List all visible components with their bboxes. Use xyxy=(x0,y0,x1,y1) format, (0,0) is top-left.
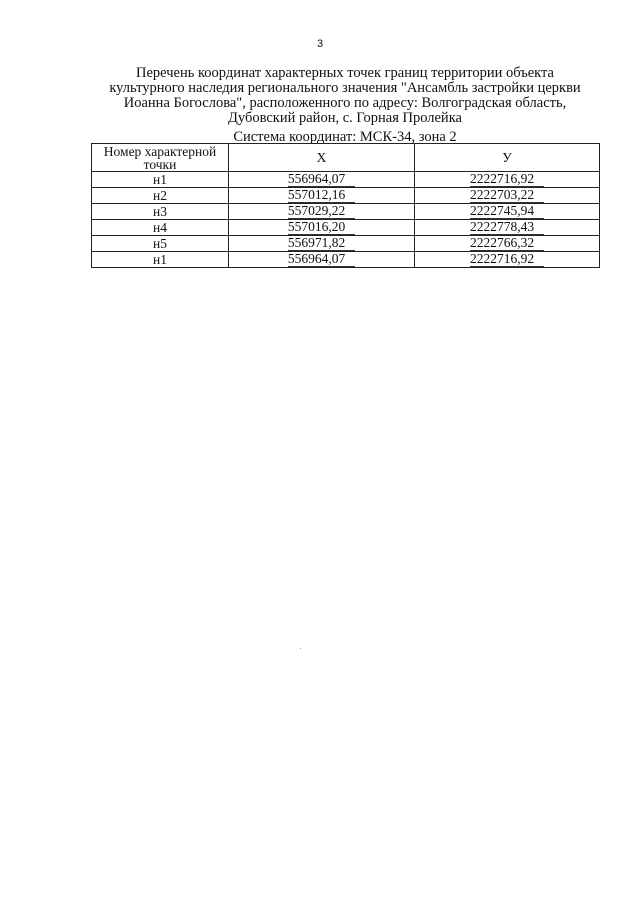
table-row xyxy=(92,188,600,204)
y-coordinate-cell xyxy=(415,188,600,204)
y-value: 2222778,43 xyxy=(470,220,544,235)
x-coordinate-cell xyxy=(229,188,415,204)
point-number-cell: н1 xyxy=(92,252,229,268)
y-coordinate-cell xyxy=(415,204,600,220)
y-value: 2222745,94 xyxy=(470,204,544,219)
x-value: 557029,22 xyxy=(288,204,355,219)
title-line: Перечень координат характерных точек границ территории объекта xyxy=(136,65,554,81)
point-number-cell: н4 xyxy=(92,220,229,236)
point-number-cell: н2 xyxy=(92,188,229,204)
x-coordinate-cell xyxy=(229,236,415,252)
y-coordinate-cell xyxy=(415,236,600,252)
y-coordinate-cell xyxy=(415,172,600,188)
x-value: 556964,07 xyxy=(288,172,355,187)
table-row xyxy=(92,220,600,236)
y-coordinate-cell xyxy=(415,220,600,236)
table-header-row xyxy=(92,144,600,172)
header-x: X xyxy=(229,144,415,172)
x-coordinate-cell xyxy=(229,204,415,220)
coordinate-system-caption: Система координат: МСК-34, зона 2 xyxy=(233,129,457,145)
point-number-cell: н1 xyxy=(92,172,229,188)
table-row xyxy=(92,172,600,188)
x-value: 557012,16 xyxy=(288,188,355,203)
coordinates-table xyxy=(91,143,600,268)
y-value: 2222716,92 xyxy=(470,172,544,187)
y-coordinate-cell xyxy=(415,252,600,268)
x-coordinate-cell xyxy=(229,252,415,268)
table-row xyxy=(92,204,600,220)
point-number-cell: н5 xyxy=(92,236,229,252)
header-y: У xyxy=(415,144,600,172)
table-row xyxy=(92,252,600,268)
x-value: 556964,07 xyxy=(288,252,355,267)
y-value: 2222703,22 xyxy=(470,188,544,203)
title-line: культурного наследия регионального значения "Ансамбль застройки церкви xyxy=(109,80,581,96)
table-row xyxy=(92,236,600,252)
page-number: 3 xyxy=(316,38,324,50)
x-value: 556971,82 xyxy=(288,236,355,251)
y-value: 2222766,32 xyxy=(470,236,544,251)
x-coordinate-cell xyxy=(229,172,415,188)
header-point-number: Номер характерной точки xyxy=(92,144,229,172)
title-line: Дубовский район, с. Горная Пролейка xyxy=(228,110,462,126)
title-line: Иоанна Богослова", расположенного по адресу: Волгоградская область, xyxy=(123,95,567,111)
y-value: 2222716,92 xyxy=(470,252,544,267)
scan-speck xyxy=(300,648,301,649)
point-number-cell: н3 xyxy=(92,204,229,220)
x-coordinate-cell xyxy=(229,220,415,236)
document-title xyxy=(90,66,600,126)
x-value: 557016,20 xyxy=(288,220,355,235)
